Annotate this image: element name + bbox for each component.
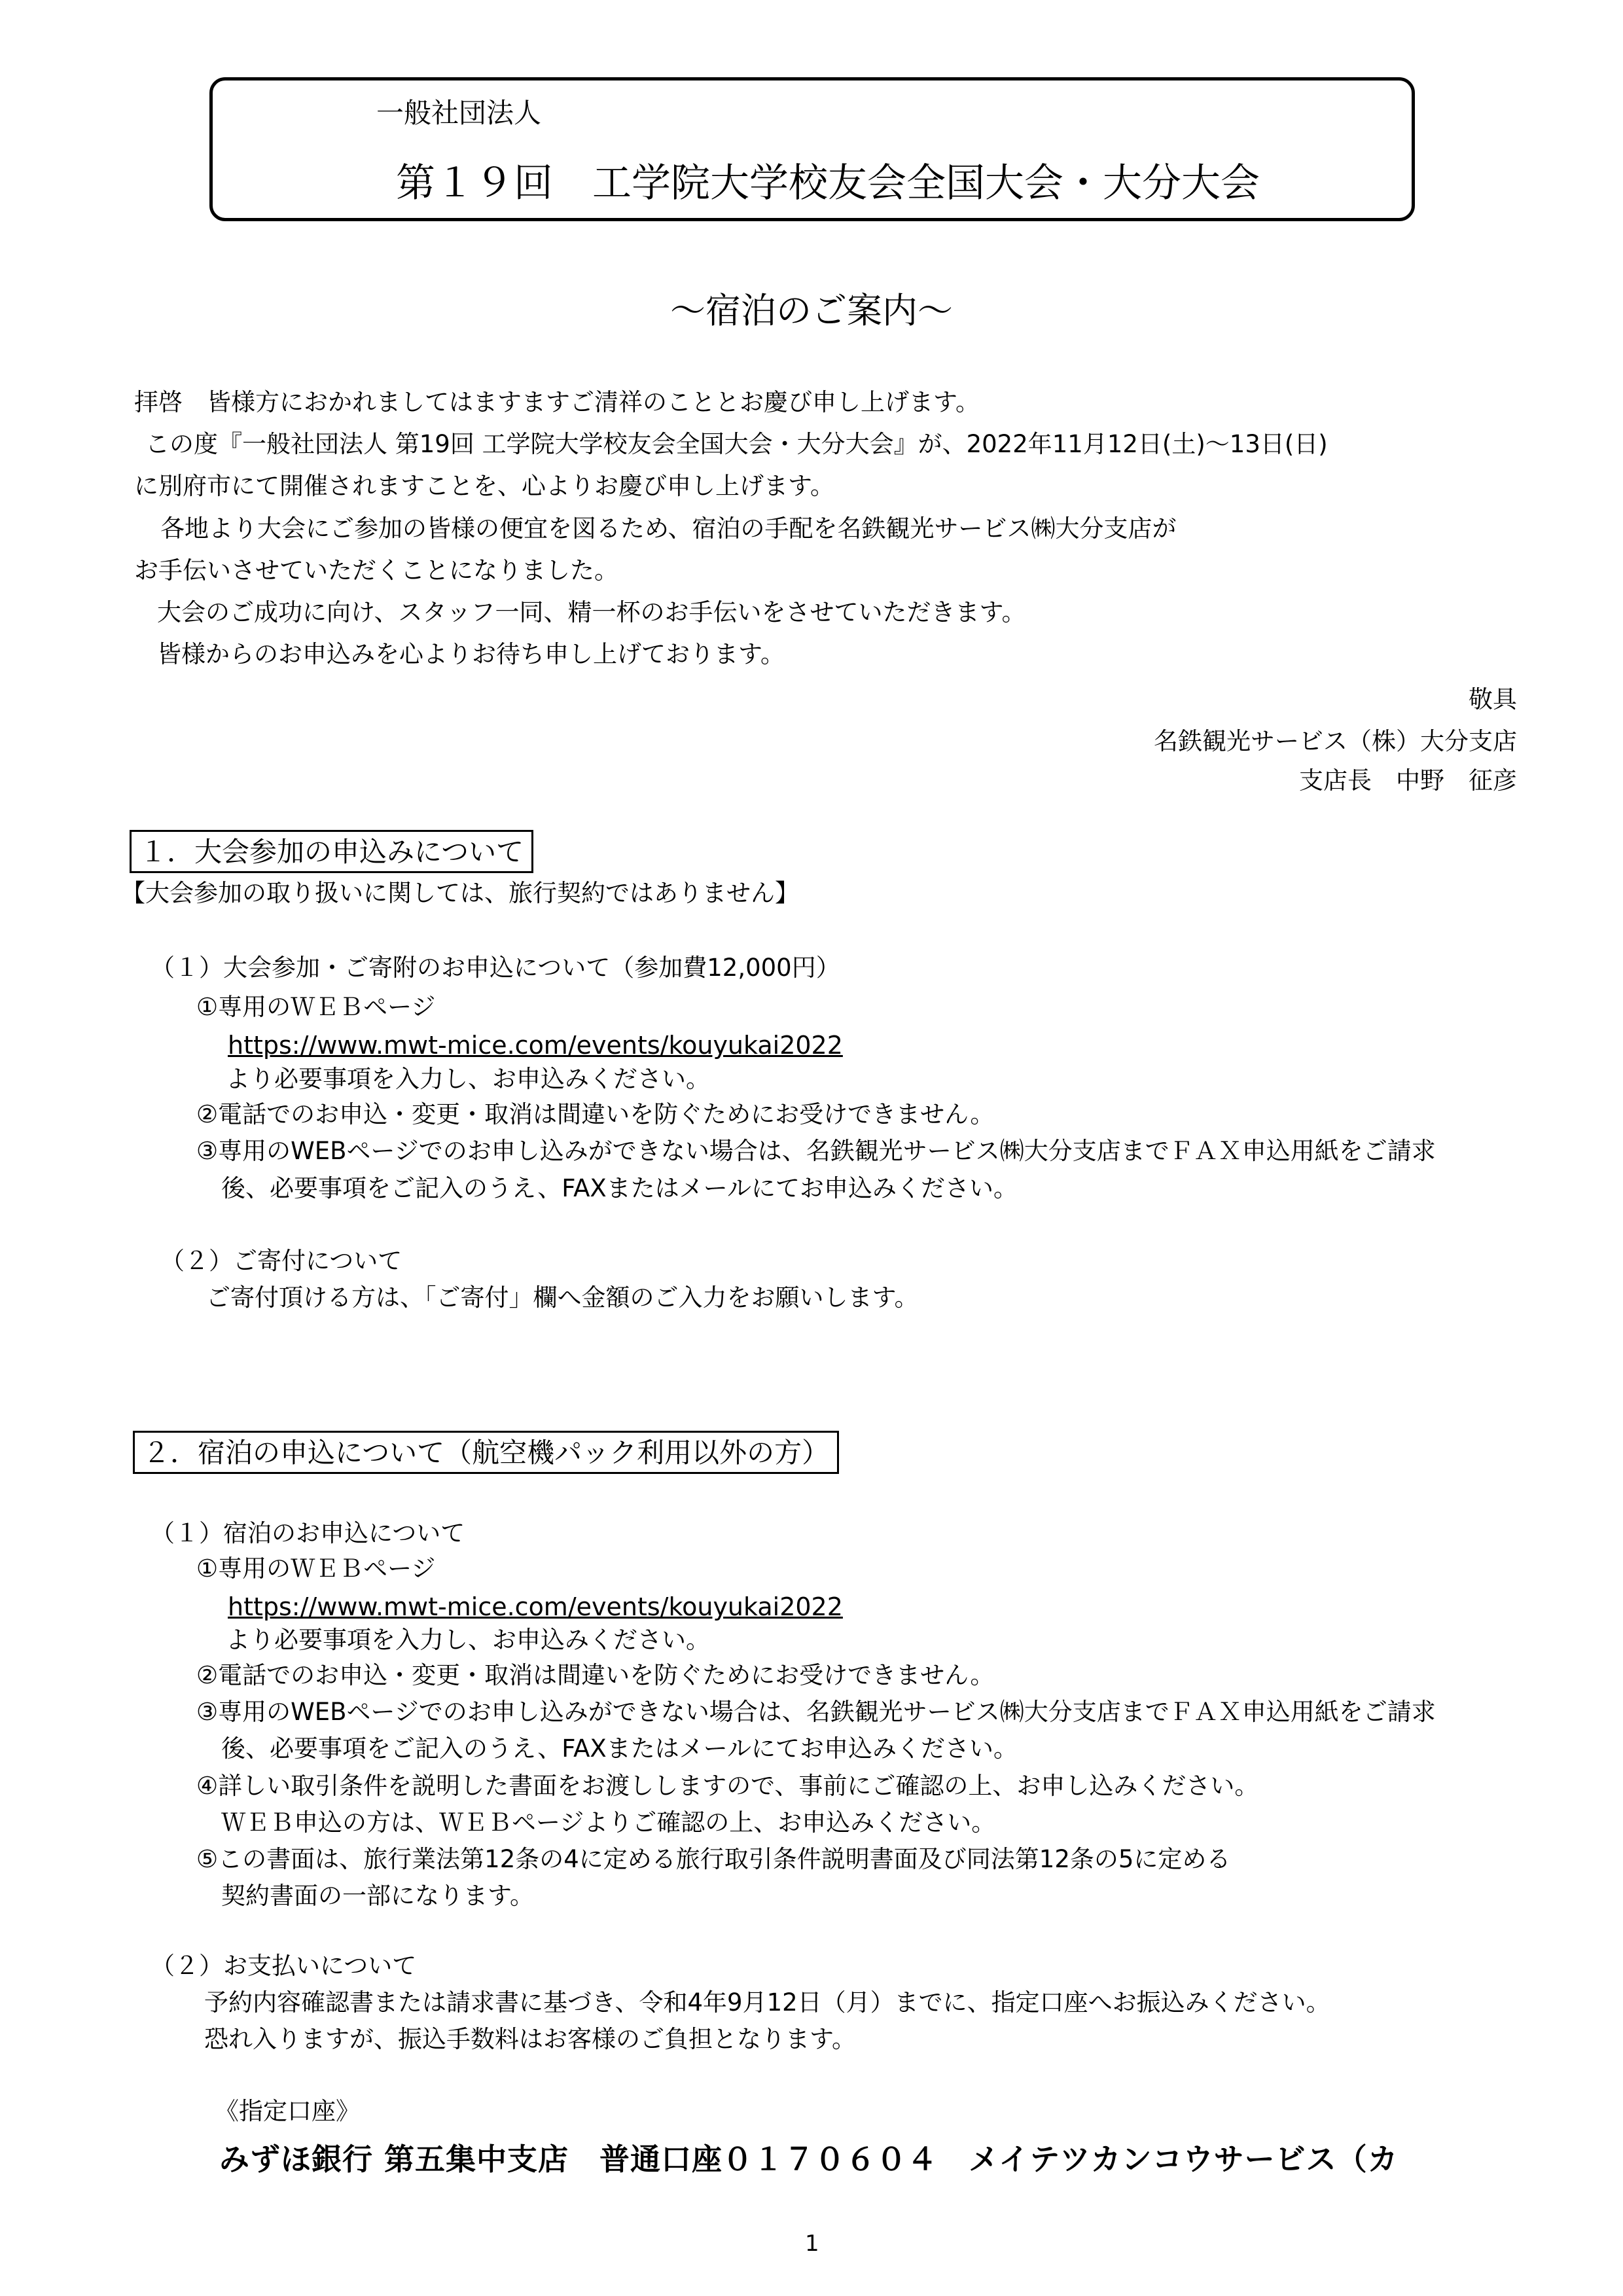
- section1-web-label: ①専用のＷＥＢページ: [196, 993, 436, 1021]
- page-number: 1: [805, 2231, 819, 2257]
- bank-account: みずほ銀行 第五集中支店 普通口座０１７０６０４ メイテツカンコウサービス（カ: [219, 2142, 1399, 2177]
- section2-conditions: ④詳しい取引条件を説明した書面をお渡ししますので、事前にご確認の上、お申し込みください。: [196, 1772, 1259, 1800]
- section1-note: 【大会参加の取り扱いに関しては、旅行契約ではありません】: [121, 879, 799, 907]
- greeting-line-5: お手伝いさせていただくことになりました。: [134, 556, 618, 584]
- section2-legal: ⑤この書面は、旅行業法第12条の4に定める旅行取引条件説明書面及び同法第12条の5に定める: [196, 1845, 1231, 1873]
- organization-type: 一般社団法人: [376, 97, 542, 129]
- section2-item1-heading: （１）宿泊のお申込について: [151, 1519, 465, 1547]
- closing-keigu: 敬具: [1469, 685, 1517, 713]
- greeting-line-3: に別府市にて開催されますことを、心よりお慶び申し上げます。: [134, 472, 835, 500]
- section2-conditions-2: ＷＥＢ申込の方は、ＷＥＢページよりご確認の上、お申込みください。: [221, 1808, 996, 1837]
- section2-fax-note: ③専用のWEBページでのお申し込みができない場合は、名鉄観光サービス㈱大分支店までＦＡＸ申込用紙をご請求: [196, 1698, 1436, 1726]
- section1-title: １．大会参加の申込みについて: [130, 830, 533, 873]
- greeting-line-1: 拝啓 皆様方におかれましてはますますご清祥のこととお慶び申し上げます。: [134, 388, 980, 416]
- event-title: 第１９回 工学院大学校友会全国大会・大分大会: [396, 160, 1260, 206]
- section2-title: ２．宿泊の申込について（航空機パック利用以外の方）: [133, 1431, 839, 1474]
- section2-item2-heading: （２）お支払いについて: [151, 1952, 417, 1980]
- section1-fax-note-2: 後、必要事項をご記入のうえ、FAXまたはメールにてお申込みください。: [221, 1174, 1018, 1202]
- account-label: 《指定口座》: [215, 2097, 360, 2125]
- section1-web-link[interactable]: https://www.mwt-mice.com/events/kouyukai2022: [228, 1031, 843, 1060]
- section1-phone-note: ②電話でのお申込・変更・取消は間違いを防ぐためにお受けできません。: [196, 1100, 995, 1128]
- section2-fax-note-2: 後、必要事項をご記入のうえ、FAXまたはメールにてお申込みください。: [221, 1734, 1018, 1763]
- document-title: ～宿泊のご案内～: [670, 290, 953, 331]
- section1-item1-heading: （１）大会参加・ご寄附のお申込について（参加費12,000円）: [151, 954, 840, 982]
- section2-input-line: より必要事項を入力し、お申込みください。: [226, 1626, 710, 1654]
- greeting-line-2: この度『一般社団法人 第19回 工学院大学校友会全国大会・大分大会』が、2022年11月12日(土)～13日(日): [145, 430, 1328, 458]
- payment-text-1: 予約内容確認書または請求書に基づき、令和4年9月12日（月）までに、指定口座へお振込みください。: [204, 1988, 1330, 2017]
- section2-legal-2: 契約書面の一部になります。: [221, 1882, 535, 1910]
- section2-web-link[interactable]: https://www.mwt-mice.com/events/kouyukai2022: [228, 1592, 843, 1621]
- greeting-line-7: 皆様からのお申込みを心よりお待ち申し上げております。: [157, 640, 785, 668]
- closing-person: 支店長 中野 征彦: [1299, 766, 1517, 795]
- greeting-line-4: 各地より大会にご参加の皆様の便宜を図るため、宿泊の手配を名鉄観光サービス㈱大分支店が: [160, 514, 1177, 543]
- section2-web-label: ①専用のＷＥＢページ: [196, 1554, 436, 1583]
- closing-company: 名鉄観光サービス（株）大分支店: [1154, 727, 1517, 755]
- section1-item2-heading: （２）ご寄付について: [160, 1247, 402, 1275]
- section1-fax-note: ③専用のWEBページでのお申し込みができない場合は、名鉄観光サービス㈱大分支店までＦＡＸ申込用紙をご請求: [196, 1137, 1436, 1165]
- payment-text-2: 恐れ入りますが、振込手数料はお客様のご負担となります。: [204, 2025, 857, 2053]
- section2-phone-note: ②電話でのお申込・変更・取消は間違いを防ぐためにお受けできません。: [196, 1661, 995, 1689]
- greeting-line-6: 大会のご成功に向け、スタッフ一同、精一杯のお手伝いをさせていただきます。: [157, 598, 1026, 626]
- section1-item2-text: ご寄付頂ける方は、「ご寄付」欄へ金額のご入力をお願いします。: [206, 1283, 919, 1312]
- section1-input-line: より必要事項を入力し、お申込みください。: [226, 1065, 710, 1093]
